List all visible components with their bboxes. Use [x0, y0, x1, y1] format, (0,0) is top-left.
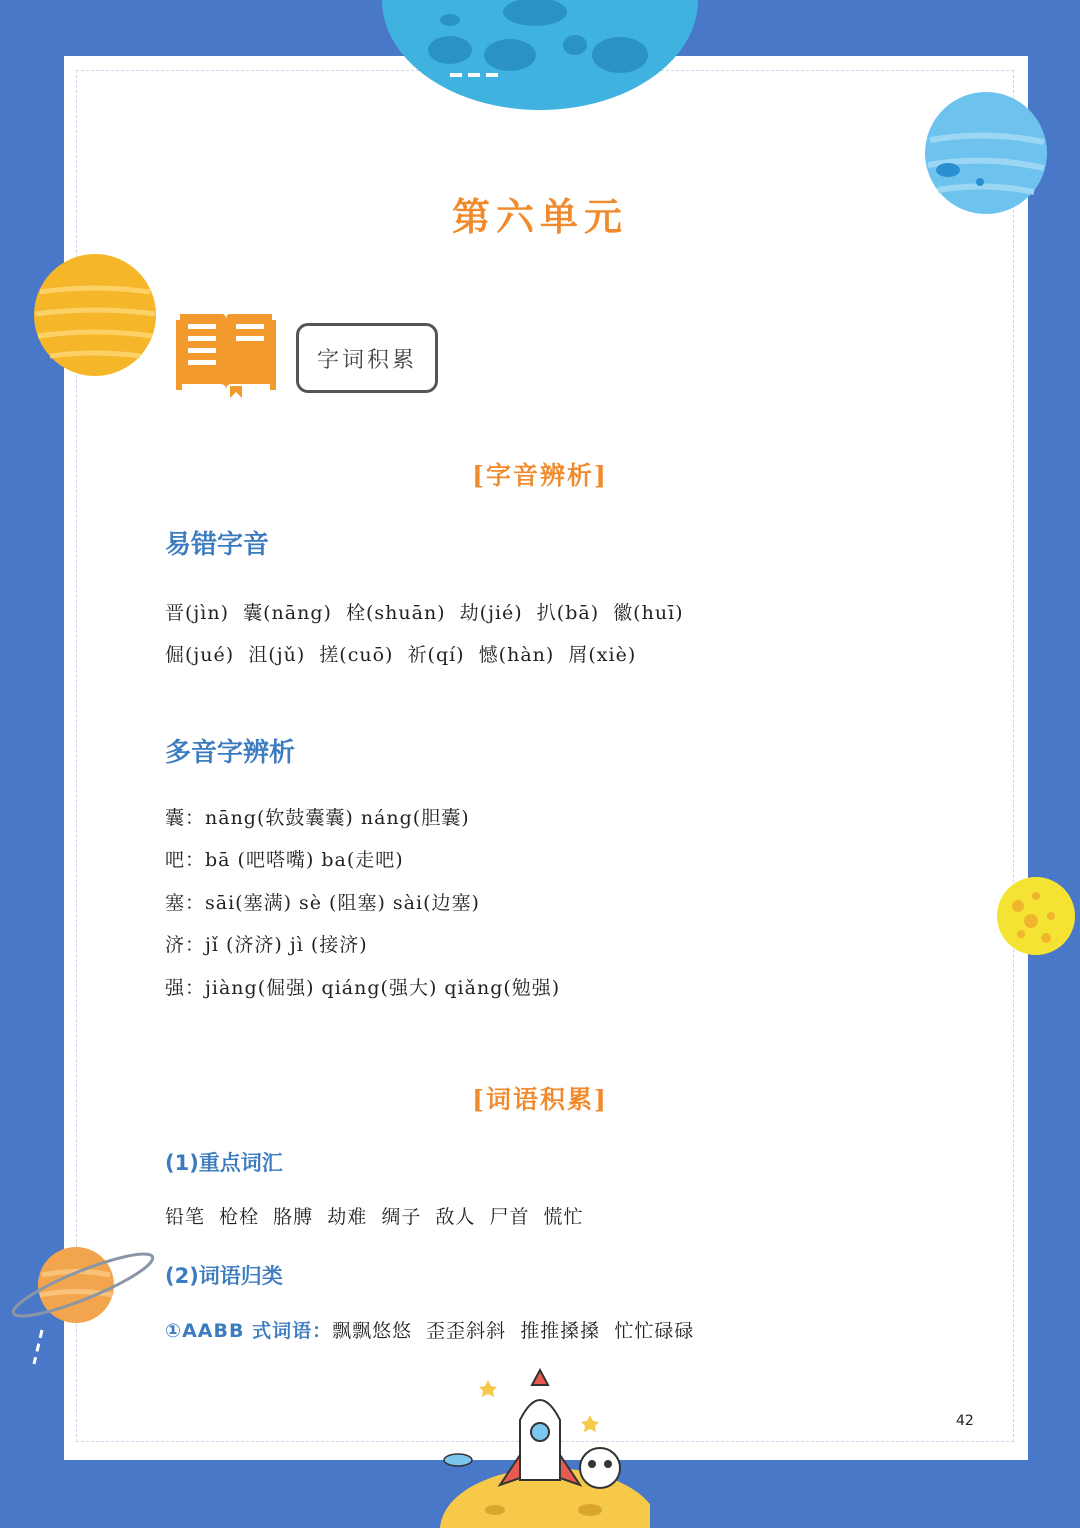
section-tag: 字词积累 [296, 323, 438, 393]
open-book-icon [174, 306, 278, 400]
easy-wrong-line: 晋(jìn) 囊(nāng) 栓(shuān) 劫(jié) 扒(bā) 徽(huī) [165, 602, 684, 624]
planet-orange-icon [32, 252, 158, 378]
planet-saturn-icon [8, 1240, 158, 1370]
planet-yellow-icon [996, 876, 1076, 958]
heading-classify: (2)词语归类 [165, 1264, 283, 1288]
heading-easy-wrong: 易错字音 [165, 530, 270, 560]
planet-top-icon [370, 0, 710, 115]
page-title: 第六单元 [451, 194, 628, 239]
aabb-line [165, 1316, 694, 1343]
polyphone-line: 强：jiàng(倔强) qiáng(强大) qiǎng(勉强) [165, 977, 561, 999]
aabb-words: 飘飘悠悠 歪歪斜斜 推推搡搡 忙忙碌碌 [332, 1320, 695, 1342]
key-words-line: 铅笔 枪栓 胳膊 劫难 绸子 敌人 尸首 慌忙 [165, 1206, 584, 1228]
polyphone-line: 吧：bā (吧嗒嘴) ba(走吧) [165, 849, 404, 871]
page-number: 42 [956, 1413, 974, 1429]
aabb-label: ①AABB 式词语： [165, 1320, 333, 1342]
polyphone-line: 囊：nāng(软鼓囊囊) náng(胆囊) [165, 807, 470, 829]
polyphone-line: 济：jǐ (济济) jì (接济) [165, 934, 368, 956]
rocket-illustration [440, 1360, 650, 1528]
polyphone-line: 塞：sāi(塞满) sè (阻塞) sài(边塞) [165, 892, 480, 914]
section-title-pronunciation: [字音辨析] [472, 461, 608, 490]
heading-key-words: (1)重点词汇 [165, 1151, 283, 1175]
section-title-vocabulary: [词语积累] [472, 1085, 608, 1114]
easy-wrong-line: 倔(jué) 沮(jǔ) 搓(cuō) 祈(qí) 憾(hàn) 屑(xiè) [165, 644, 637, 666]
heading-polyphone: 多音字辨析 [165, 738, 296, 768]
